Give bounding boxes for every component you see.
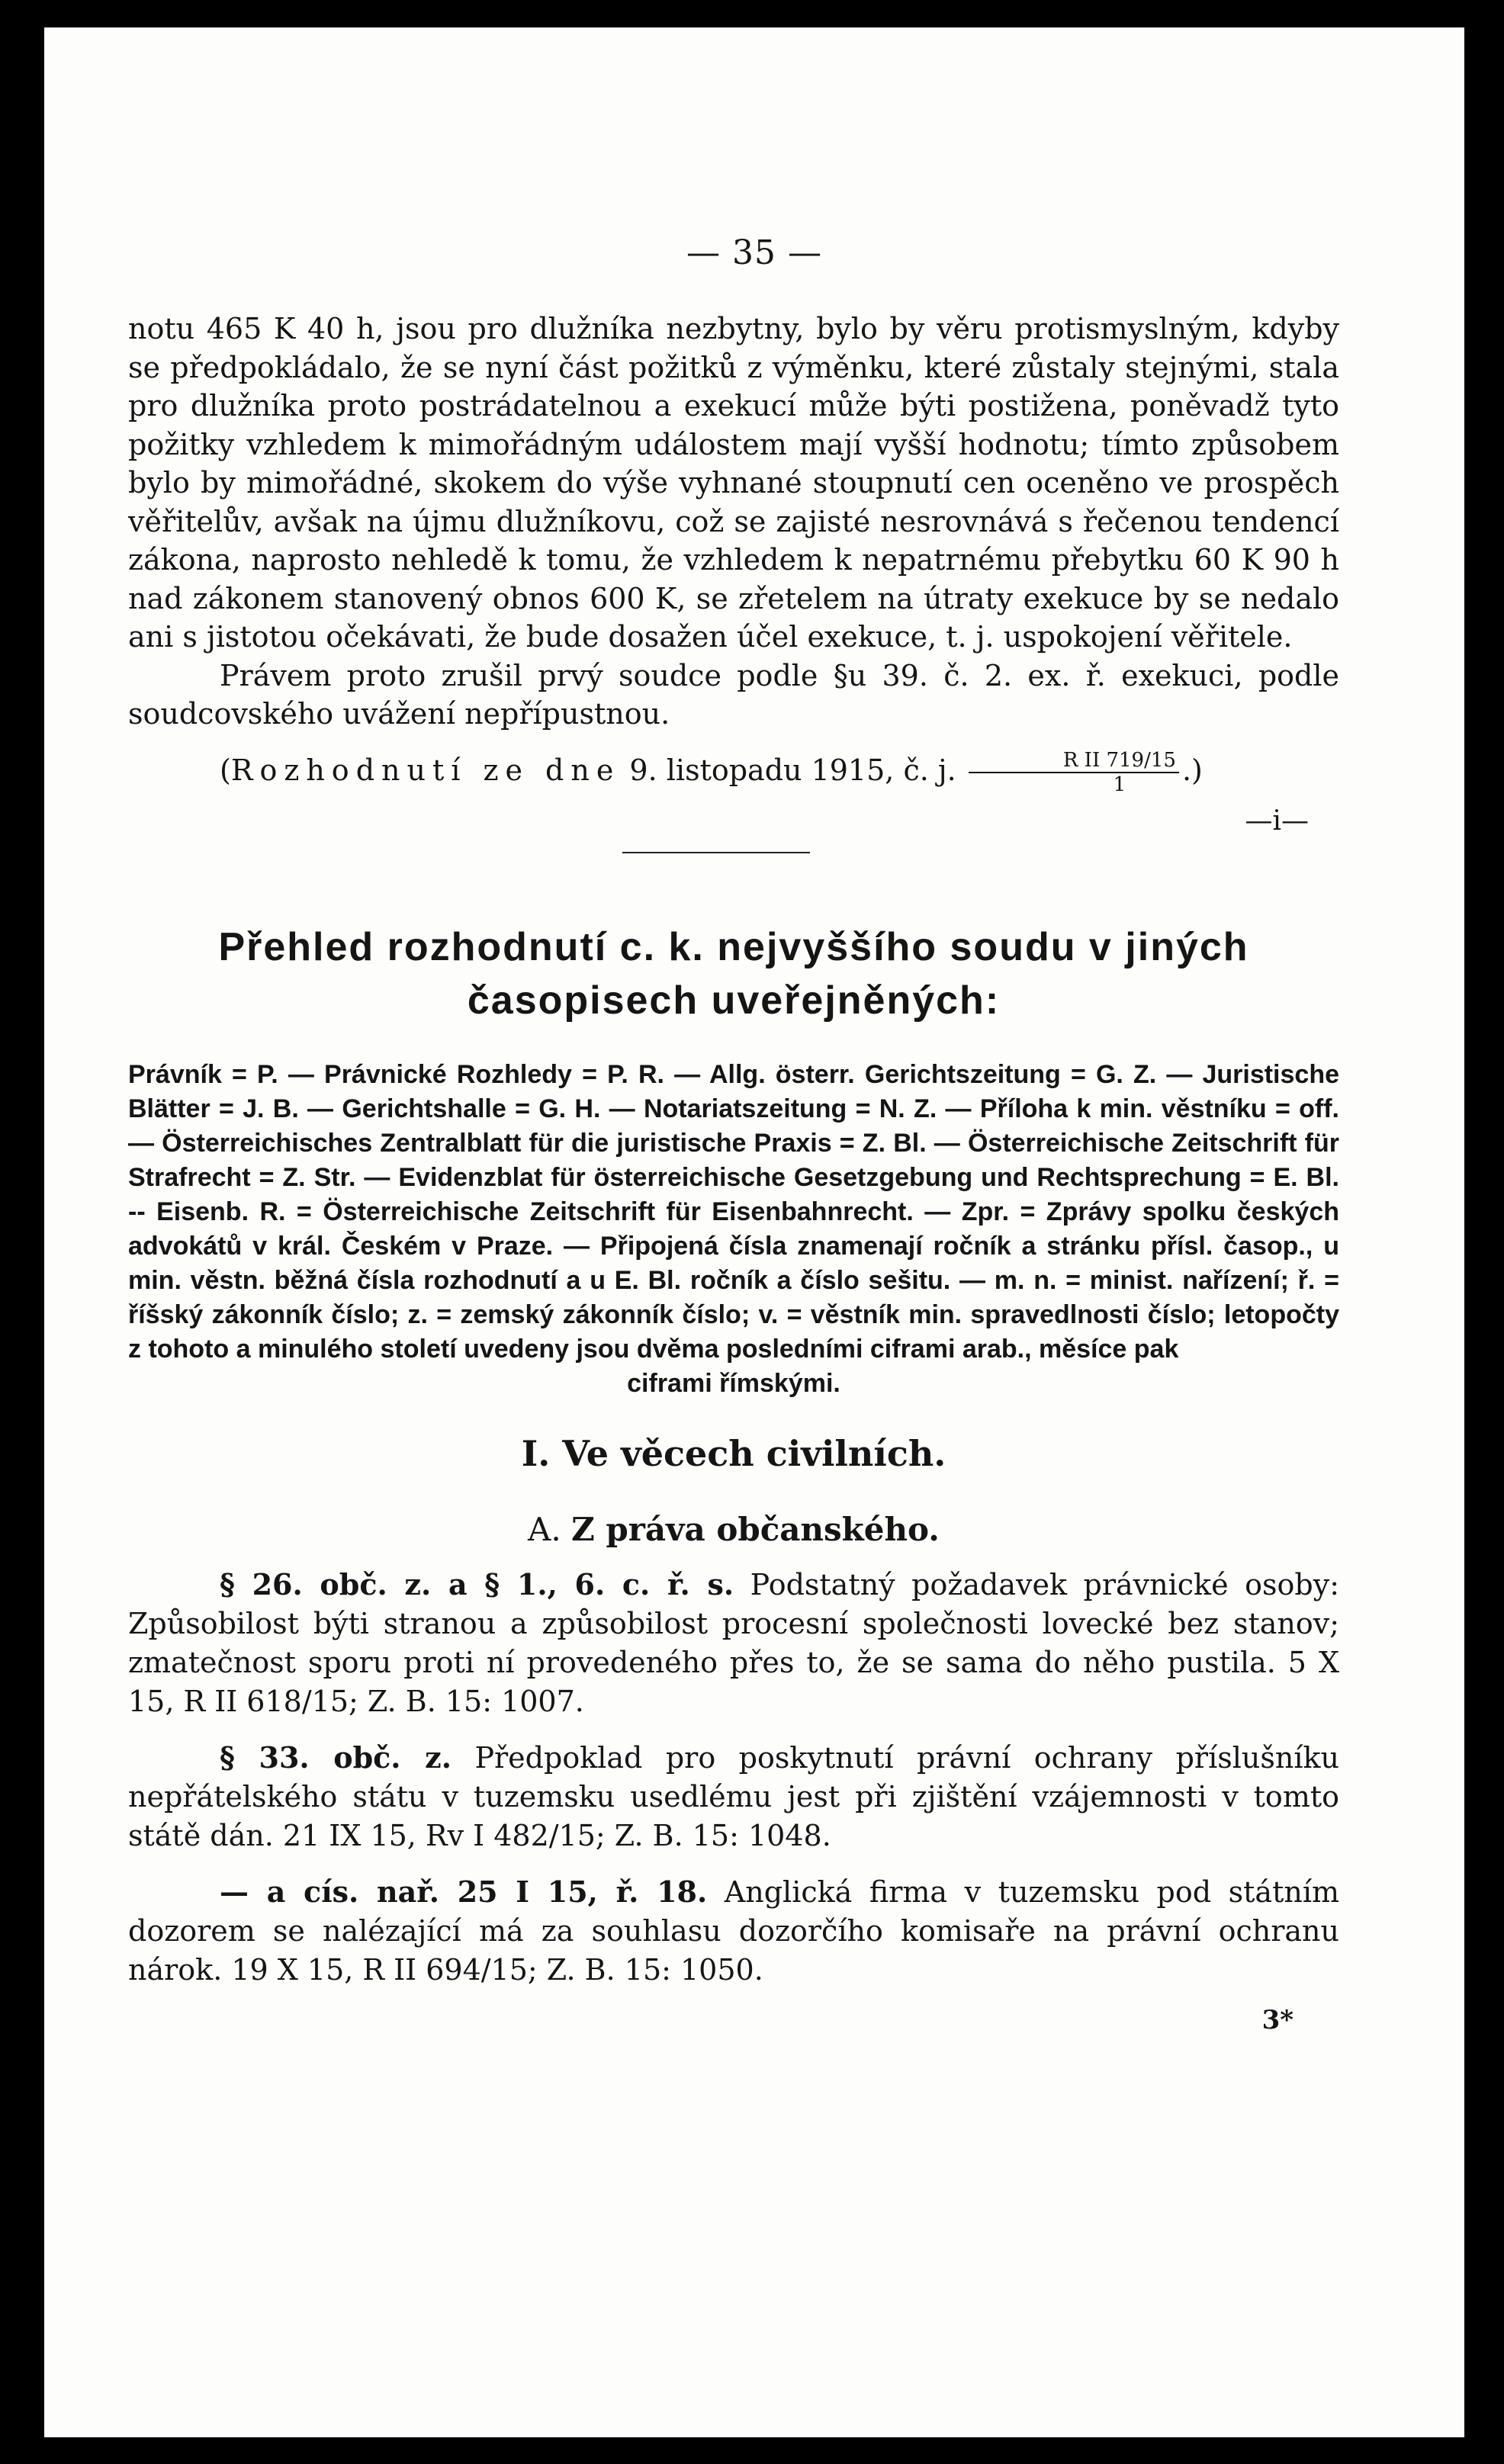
section-title: Z práva občanského. — [571, 1511, 940, 1548]
scanned-page — [44, 27, 1464, 2437]
overview-heading — [128, 920, 1339, 1027]
page-body — [128, 197, 1339, 2035]
abbreviations-last-line: ciframi římskými. — [627, 1369, 840, 1398]
entry-reference: § 26. obč. z. a § 1., 6. c. ř. s. — [220, 1567, 734, 1601]
entry-text: Předpoklad pro poskytnutí právní ochrany příslušníku nepřátelského státu v tuzemsku usedlému jest při zjištění vzájemnosti v tomto státě dán. 21 IX 15, Rv I 482/15; Z. B. 15: 1048. — [128, 1741, 1339, 1852]
decision-entry — [128, 1565, 1339, 1721]
continuation-paragraph: notu 465 K 40 h, jsou pro dlužníka nezbytny, bylo by věru protismyslným, kdyby se předpokládalo, že se nyní část požitků z výměnku, které zůstaly stejnými, stala pro dlužníka proto postrádatelnou a exekucí může býti postižena, poněvadž tyto požitky vzhledem k mimořádným událostem mají vyšší hodnotu; tímto způsobem bylo by mimořádné, skokem do výše vyhnané stoupnutí cen oceněno ve prospěch věřitelův, avšak na újmu dlužníkovu, což se zajisté nesrovnává s řečenou tendencí zákona, naprosto nehledě k tomu, že vzhledem k nepatrnému přebytku 60 K 90 h nad zákonem stanovený obnos 600 K, se zřetelem na útraty exekuce by se nedalo ani s jistotou očekávati, že bude dosažen účel exekuce, t. j. uspokojení věřitele. — [128, 312, 1339, 654]
conclusion-paragraph: Právem proto zrušil prvý soudce podle §u 39. č. 2. ex. ř. exekuci, podle soudcovského uvážení nepřípustnou. — [128, 658, 1339, 731]
decision-ref-denominator: 1 — [1113, 773, 1126, 796]
entry-reference: — a cís. nař. 25 I 15, ř. 18. — [220, 1875, 708, 1909]
abbreviations-text: Právník = P. — Právnické Rozhledy = P. R. — Allg. österr. Gerichtszeitung = G. Z. — Juristische Blätter = J. B. — Gerichtshalle = G. H. — Notariatszeitung = N. Z. — Příloha k min. věstníku = off. — Österreichisches Zentralblatt für die juristische Praxis = Z. Bl. — Österreichische Zeitschrift für Strafrecht = Z. Str. — Evidenzblat für österreichische Gesetzgebung und Rechtsprechung = E. Bl. -- Eisenb. R. = Österreichische Zeitschrift für Eisenbahnrecht. — Zpr. = Zprávy spolku českých advokátů v král. Českém v Praze. — Připojená čísla znamenají ročník a stránku přísl. časop., u min. věstn. běžná čísla rozhodnutí a u E. Bl. ročník a číslo sešitu. — m. n. = minist. nařízení; ř. = říšský zákonník číslo; z. = zemský zákonník číslo; v. = věstník min. spravedlnosti číslo; letopočty z tohoto a minulého století uvedeny jsou dvěma posledními ciframi arab., měsíce pak — [128, 1060, 1339, 1364]
decision-entry — [128, 1872, 1339, 1990]
signature: —i— — [1245, 805, 1309, 837]
decision-reference — [128, 749, 1339, 797]
decision-close: .) — [1181, 753, 1203, 787]
overview-heading-line-2: časopisech uveřejněných: — [467, 978, 1001, 1023]
decision-ref-numerator: R II 719/15 — [969, 749, 1179, 773]
page-number: — 35 — — [686, 233, 822, 272]
abbreviations-list — [128, 1058, 1339, 1401]
entry-text: Podstatný požadavek právnické osoby: Způsobilost býti stranou a způsobilost procesní společnosti lovecké bez stanov; zmatečnost sporu proti ní provedeného přes to, že se sama do něho pustila. 5 X 15, R II 618/15; Z. B. 15: 1007. — [128, 1568, 1339, 1718]
section-letter: A. — [528, 1511, 572, 1548]
decision-label: Rozhodnutí ze dne — [230, 753, 621, 787]
section-divider — [622, 852, 810, 853]
entry-text: Anglická firma v tuzemsku pod státním dozorem se nalézající má za souhlasu dozorčího komisaře na právní ochranu nárok. 19 X 15, R II 694/15; Z. B. 15: 1050. — [128, 1875, 1340, 1987]
overview-heading-line-1: Přehled rozhodnutí c. k. nejvyššího soudu v jiných — [218, 925, 1249, 969]
decision-ref-fraction — [969, 749, 1179, 796]
section-heading — [128, 1511, 1339, 1548]
sheet-signature-mark: 3* — [1261, 2005, 1294, 2035]
entry-reference: § 33. obč. z. — [220, 1740, 452, 1775]
decision-date: 9. listopadu 1915, č. j. — [620, 753, 966, 787]
decision-entry — [128, 1738, 1339, 1855]
decision-open: ( — [220, 753, 231, 787]
part-heading: I. Ve věcech civilních. — [521, 1433, 946, 1474]
